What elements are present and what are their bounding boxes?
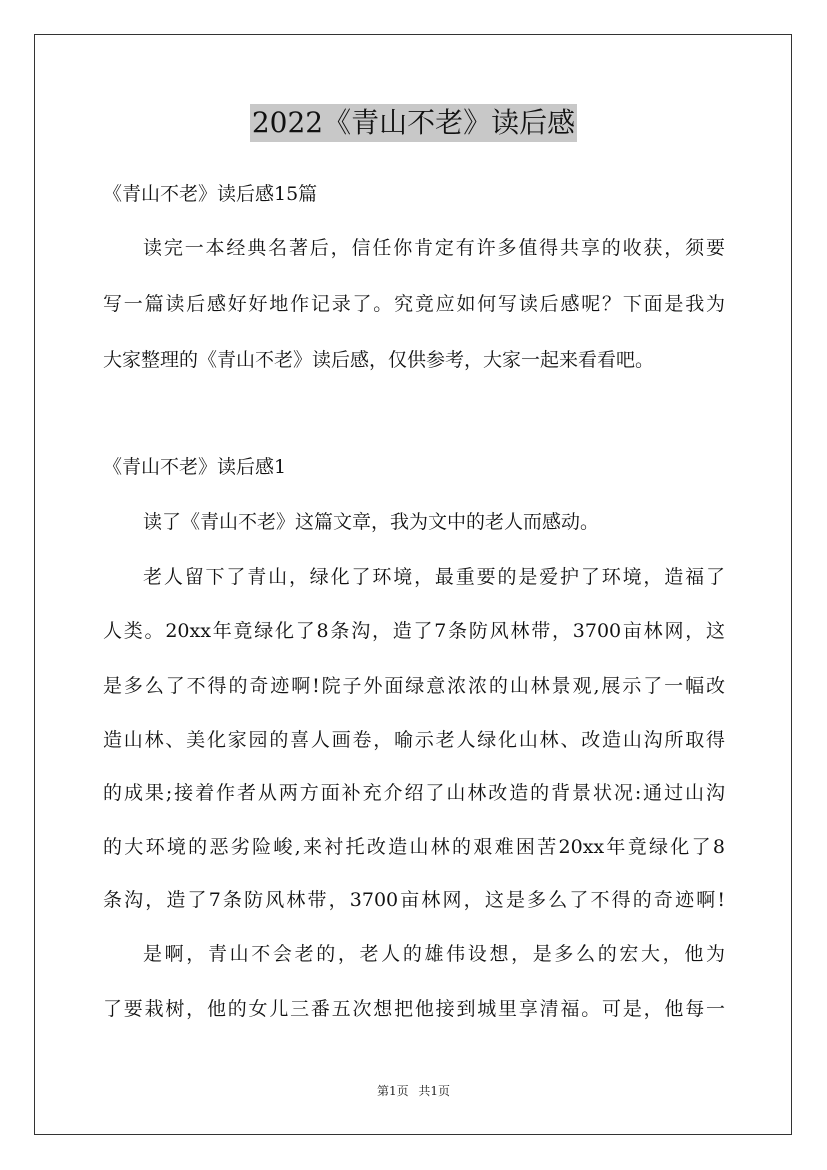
intro-line: 大家整理的《青山不老》读后感，仅供参考，大家一起来看看吧。 xyxy=(103,349,655,371)
paragraph-line: 是多么了不得的奇迹啊!院子外面绿意浓浓的山林景观,展示了一幅改 xyxy=(103,675,725,697)
paragraph-line: 读了《青山不老》这篇文章，我为文中的老人而感动。 xyxy=(143,511,600,533)
paragraph-line: 条沟，造了7条防风林带，3700亩林网，这是多么了不得的奇迹啊! xyxy=(103,889,725,911)
document-subtitle: 《青山不老》读后感15篇 xyxy=(103,183,318,205)
paragraph-line: 老人留下了青山，绿化了环境，最重要的是爱护了环境，造福了 xyxy=(143,566,725,588)
paragraph-line: 人类。20xx年竟绿化了8条沟，造了7条防风林带，3700亩林网，这 xyxy=(103,620,725,642)
intro-line: 读完一本经典名著后，信任你肯定有许多值得共享的收获，须要 xyxy=(143,237,725,259)
page-number: 第1页 xyxy=(376,1084,409,1098)
document-title: 2022《青山不老》读后感 xyxy=(250,104,577,142)
section-heading: 《青山不老》读后感1 xyxy=(103,456,287,478)
title-container xyxy=(0,104,827,142)
paragraph-line: 的大环境的恶劣险峻,来衬托改造山林的艰难困苦20xx年竟绿化了8 xyxy=(103,836,725,858)
page-total: 共1页 xyxy=(418,1084,451,1098)
paragraph-line: 是啊，青山不会老的，老人的雄伟设想，是多么的宏大，他为 xyxy=(143,943,725,965)
page-footer xyxy=(0,1083,827,1099)
paragraph-line: 造山林、美化家园的喜人画卷，喻示老人绿化山林、改造山沟所取得 xyxy=(103,729,725,751)
paragraph-line: 了要栽树，他的女儿三番五次想把他接到城里享清福。可是，他每一 xyxy=(103,998,725,1020)
intro-line: 写一篇读后感好好地作记录了。究竟应如何写读后感呢？下面是我为 xyxy=(103,293,725,315)
paragraph-line: 的成果;接着作者从两方面补充介绍了山林改造的背景状况:通过山沟 xyxy=(103,782,725,804)
